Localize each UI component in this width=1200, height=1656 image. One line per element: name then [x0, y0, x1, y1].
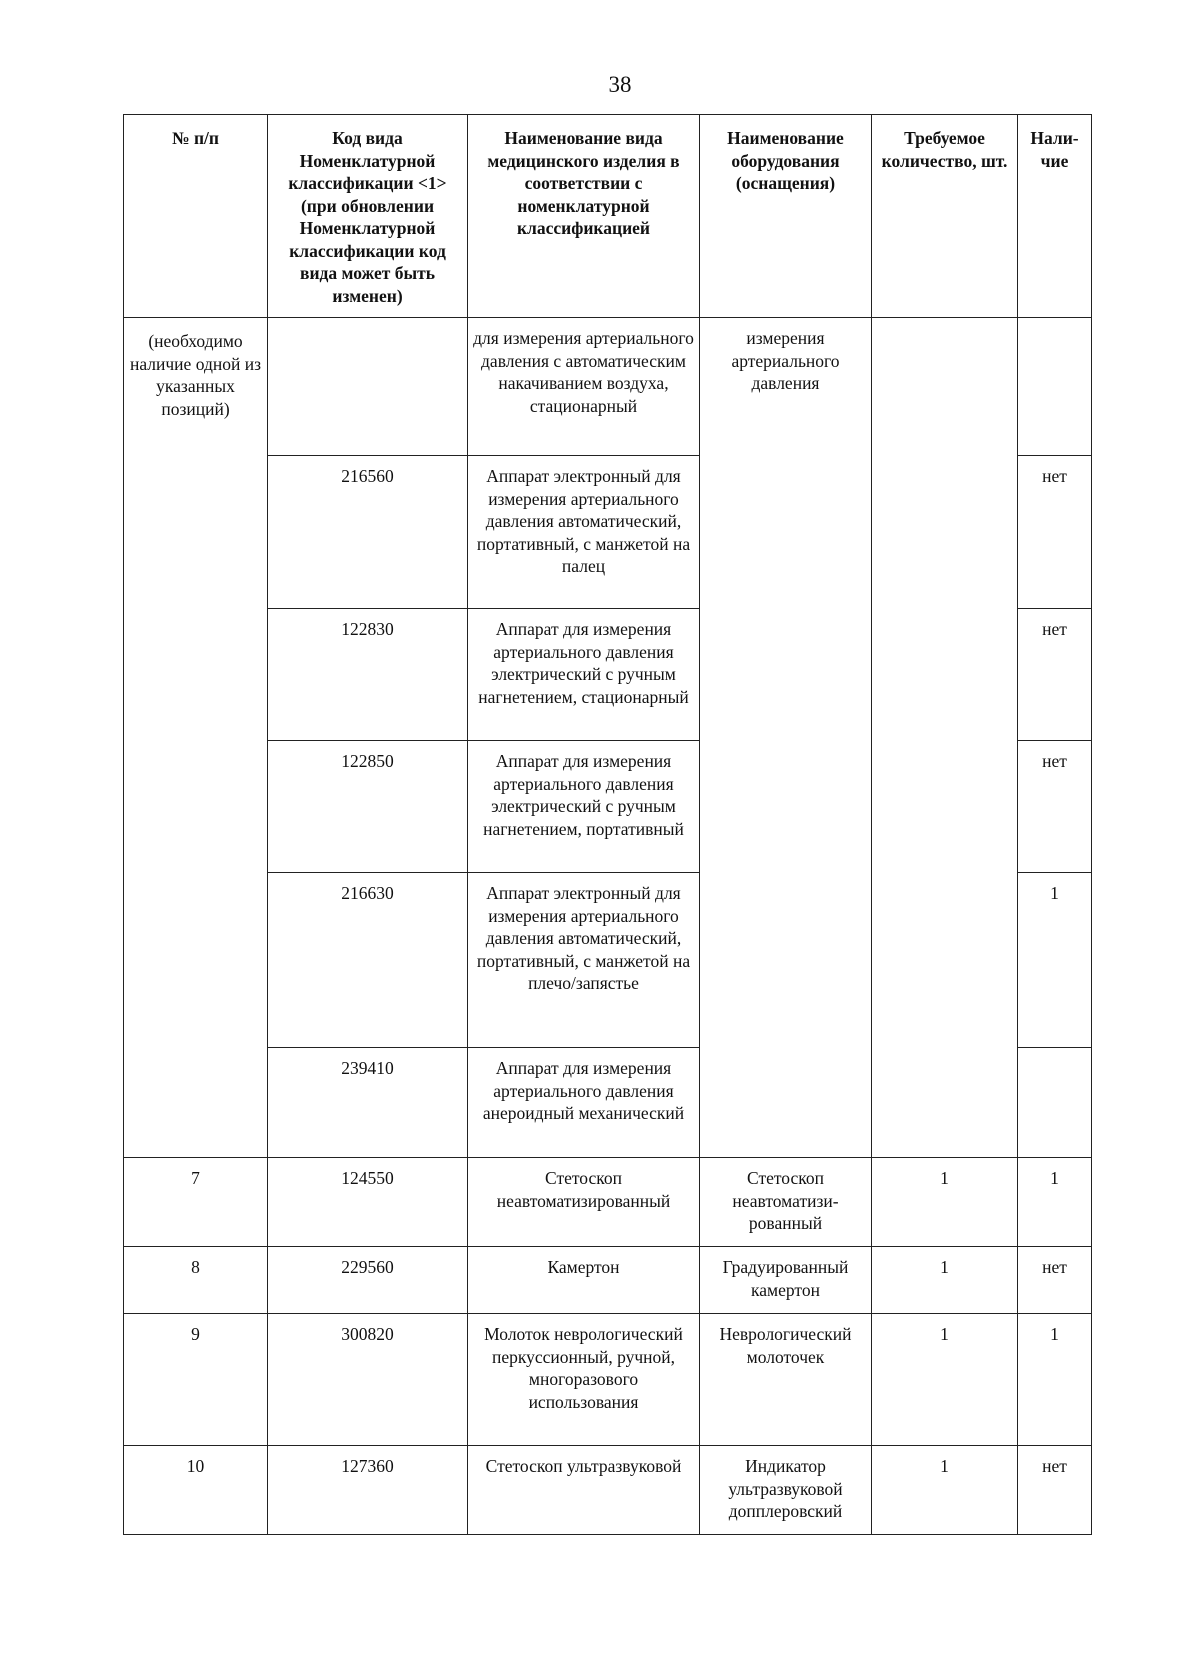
- availability-cell: нет: [1018, 1446, 1092, 1535]
- table-row: [124, 1314, 1092, 1446]
- code-cell: 216560: [268, 456, 468, 609]
- group-number-note: (необходимо наличие одной из указанных позиций): [124, 318, 268, 1158]
- header-required-qty: Требуемое количество, шт.: [872, 115, 1018, 318]
- table-row: [124, 1158, 1092, 1247]
- header-code: Код вида Номенклатурной классификации <1> (при обновлении Номенклатурной классификации код вида может быть изменен): [268, 115, 468, 318]
- availability-cell: нет: [1018, 456, 1092, 609]
- table-row: [124, 318, 1092, 456]
- row-number: 10: [124, 1446, 268, 1535]
- table-row: [124, 1446, 1092, 1535]
- header-availability: Нали- чие: [1018, 115, 1092, 318]
- equipment-name-cell: Стетоскоп неавтоматизи- рованный: [700, 1158, 872, 1247]
- equipment-name-cell: Индикатор ультразвуковой допплеровский: [700, 1446, 872, 1535]
- product-name-cell: Аппарат для измерения артериального давления электрический с ручным нагнетением, портативный: [468, 741, 700, 873]
- availability-cell: нет: [1018, 741, 1092, 873]
- availability-cell: нет: [1018, 609, 1092, 741]
- code-cell: 300820: [268, 1314, 468, 1446]
- product-name-cell: Аппарат для измерения артериального давления анероидный механический: [468, 1048, 700, 1158]
- availability-cell: 1: [1018, 1158, 1092, 1247]
- equipment-name-cell: Градуированный камертон: [700, 1247, 872, 1314]
- code-cell: 216630: [268, 873, 468, 1048]
- availability-cell: нет: [1018, 1247, 1092, 1314]
- table-header-row: [124, 115, 1092, 318]
- code-cell: 122850: [268, 741, 468, 873]
- product-name-cell: Молоток неврологический перкуссионный, ручной, многоразового использования: [468, 1314, 700, 1446]
- availability-cell: 1: [1018, 1314, 1092, 1446]
- group-equipment-cell: измерения артериального давления: [700, 318, 872, 1158]
- availability-cell: [1018, 1048, 1092, 1158]
- product-name-cell: для измерения артериального давления с автоматическим накачиванием воздуха, стационарный: [468, 318, 700, 456]
- required-qty-cell: 1: [872, 1446, 1018, 1535]
- header-product-name: Наименование вида медицинского изделия в соответствии с номенклатурной классификацией: [468, 115, 700, 318]
- code-cell: 239410: [268, 1048, 468, 1158]
- availability-cell: [1018, 318, 1092, 456]
- group-required-qty-cell: [872, 318, 1018, 1158]
- required-qty-cell: 1: [872, 1247, 1018, 1314]
- equipment-name-cell: Неврологический молоточек: [700, 1314, 872, 1446]
- code-cell: 127360: [268, 1446, 468, 1535]
- code-cell: 122830: [268, 609, 468, 741]
- product-name-cell: Камертон: [468, 1247, 700, 1314]
- product-name-cell: Стетоскоп ультразвуковой: [468, 1446, 700, 1535]
- product-name-cell: Аппарат электронный для измерения артериального давления автоматический, портативный, с манжетой на плечо/запястье: [468, 873, 700, 1048]
- required-qty-cell: 1: [872, 1158, 1018, 1247]
- header-equipment-name: Наименование оборудования (оснащения): [700, 115, 872, 318]
- page-number: 38: [608, 72, 632, 97]
- required-qty-cell: 1: [872, 1314, 1018, 1446]
- row-number: 8: [124, 1247, 268, 1314]
- code-cell: 124550: [268, 1158, 468, 1247]
- availability-cell: 1: [1018, 873, 1092, 1048]
- header-num: № п/п: [124, 115, 268, 318]
- code-cell: [268, 318, 468, 456]
- product-name-cell: Стетоскоп неавтоматизированный: [468, 1158, 700, 1247]
- table-row: [124, 1247, 1092, 1314]
- row-number: 9: [124, 1314, 268, 1446]
- row-number: 7: [124, 1158, 268, 1247]
- product-name-cell: Аппарат электронный для измерения артериального давления автоматический, портативный, с манжетой на палец: [468, 456, 700, 609]
- code-cell: 229560: [268, 1247, 468, 1314]
- product-name-cell: Аппарат для измерения артериального давления электрический с ручным нагнетением, стационарный: [468, 609, 700, 741]
- equipment-table: [123, 114, 1092, 1535]
